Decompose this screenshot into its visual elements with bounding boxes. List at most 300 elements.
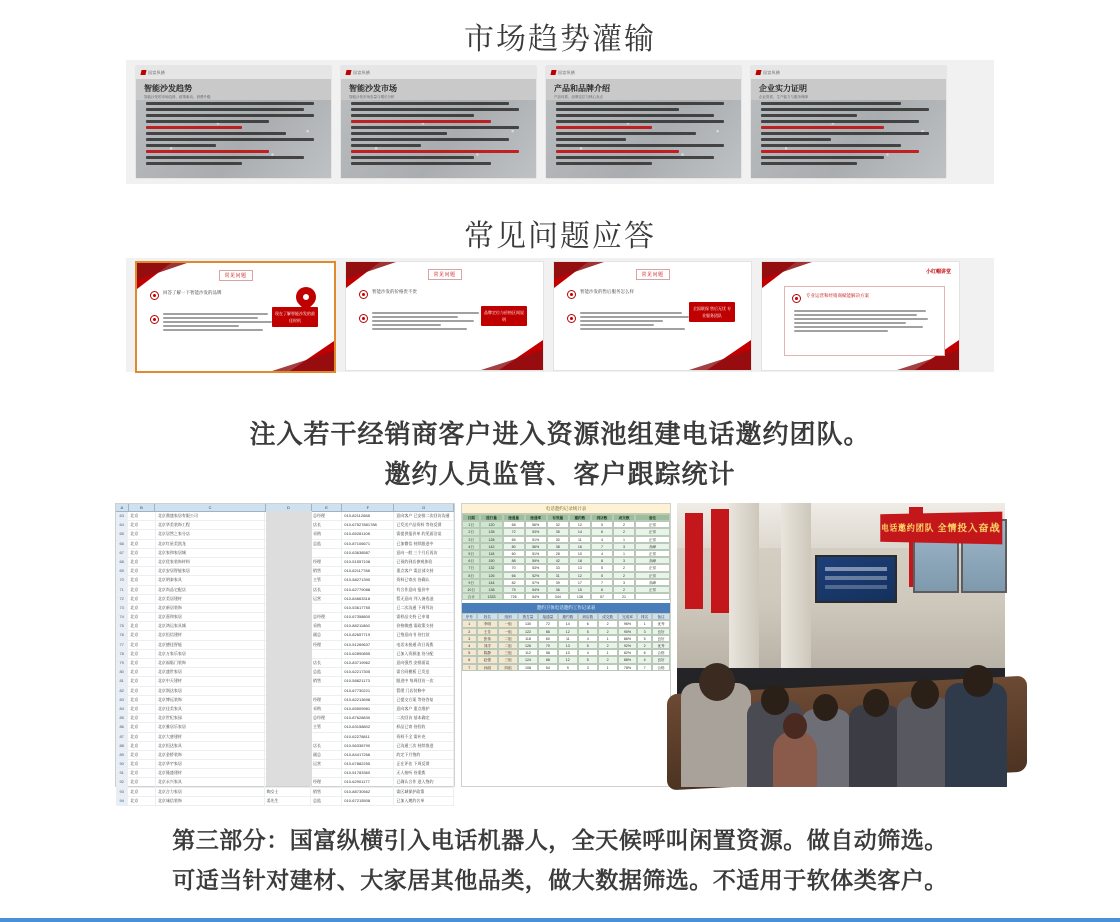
table-cell: 已签意向书 待打款 [394,631,454,639]
table-cell: 010-84663318 [342,595,394,603]
table-cell: 已加入资源池 待分配 [394,650,454,658]
table-cell: 4 [578,649,598,656]
table-cell: 92 [116,778,128,786]
table-cell: 北京 [128,549,156,557]
table-cell: 采购 [311,622,342,630]
faq-question: 智能沙发的售后服务怎么样 [580,289,634,294]
table-cell: 16 [569,543,591,550]
table-cell: 已二次沟通 下周拜访 [394,604,454,612]
table-row [462,664,670,671]
table-cell: 132 [480,564,502,571]
table-cell: 北京世纪家园 [156,714,265,722]
table-cell: 85 [116,714,128,722]
bullet-icon [150,291,159,300]
table-header-row [462,613,670,620]
table-cell: 2 [598,656,618,663]
table-cell: 60 [538,635,558,642]
table-cell: 一组 [498,620,518,627]
table-cell: 北京鼎盛家居有限公司 [156,512,265,520]
table-cell: 到店数 [591,514,613,521]
table-cell: 39 [547,579,569,586]
table-cell: 北京鸿运家具城 [156,622,265,630]
table-cell: 正常 [635,521,670,528]
table-cell: 92% [618,642,638,649]
table-cell: 经理 [311,778,342,786]
table-cell: 13 [569,564,591,571]
table-cell: 010-62901177 [342,778,394,786]
table-cell: 经理 [311,558,342,566]
table-cell: 010-56338790 [342,742,394,750]
table-cell: 接通量 [538,613,558,620]
decor-corner-icon [554,262,604,279]
table-cell: 13 [558,642,578,649]
table-cell: 7 [591,579,613,586]
slide-body-lines [146,102,321,168]
table-cell: 010-62278811 [342,733,394,741]
table-cell: 150 [480,557,502,564]
photo-attendee-head [761,685,789,715]
photo-attendee [897,697,951,787]
faq-answer-lines [372,312,491,332]
table-cell: 010-62779088 [342,586,394,594]
table-cell: 3 [637,628,652,635]
faq-slide-thumbnail[interactable] [345,261,544,371]
table-cell: 010-88211860 [342,622,394,630]
bullet-icon [359,314,368,323]
slide-thumbnail[interactable] [751,66,946,178]
table-cell: 12 [569,572,591,579]
brand-logo-icon [550,70,556,75]
slide-body-lines [761,102,936,168]
table-cell: 北京诚信装饰 [156,797,265,805]
table-cell: 1 [598,649,618,656]
table-cell: 88 [116,742,128,750]
table-cell: 1 [613,536,635,543]
table-cell: 需样品支持 已申请 [394,613,454,621]
table-cell [311,687,342,695]
faq-answer-lines [794,310,937,334]
table-cell: 北京 [128,742,156,750]
table-row [462,579,670,586]
table-cell: 12 [558,628,578,635]
table-cell: 高峰 [635,543,670,550]
table-cell: 邀约数 [569,514,591,521]
bottom-line-1: 第三部分：国富纵横引入电话机器人，全天候呼叫闲置资源。做自动筛选。 [172,827,948,853]
table-cell: 010-65509981 [342,705,394,713]
table-cell: 拨打量 [518,613,538,620]
table-cell: 32 [547,521,569,528]
table-cell: 二次回访 基本确定 [394,714,454,722]
table-cell: 54% [525,586,547,593]
table-cell: 北京福临门装饰 [156,659,265,667]
table-cell: 74 [116,613,128,621]
table-cell: 已发送产品资料 等待反馈 [394,521,454,529]
table-cell: 58 [538,649,558,656]
table-cell: 120 [480,521,502,528]
table-cell: 5 [578,656,598,663]
decor-corner-icon [272,351,334,371]
table-cell: 010-62217305 [342,668,394,676]
table-cell: 正常 [635,528,670,535]
faq-slide-title: 常见问题 [635,269,669,280]
table-cell: 合格 [652,664,670,671]
table-cell: 108 [518,664,538,671]
brand-name: 国富纵横 [148,69,166,75]
photo-banner-text: 电话邀约团队 全情投入奋战 [880,512,1002,545]
excel-col-header: F [342,504,394,511]
table-cell: 53% [525,528,547,535]
table-cell: 三组 [498,649,518,656]
table-cell: 010-67730221 [342,687,394,695]
table-cell: 42 [547,557,569,564]
table-cell: 12 [558,656,578,663]
table-cell: 010-82657719 [342,631,394,639]
table-cell: 3 [613,543,635,550]
section-heading-faq: 常见问题应答 [464,220,656,253]
table-cell: 10 [569,550,591,557]
table-cell: 73 [116,604,128,612]
table-cell: 北京 [128,576,156,584]
table-cell: 北京恒达家具 [156,742,265,750]
excel-hidden-column-block [266,511,312,786]
table-header-row [462,514,670,521]
table-cell: 资料不全 需补充 [394,733,454,741]
table-cell: 北京 [128,558,156,566]
table-cell: 北京 [128,650,156,658]
table-cell: 126 [480,572,502,579]
table-cell: 暂缓 门店装修中 [394,687,454,695]
table-cell: 33 [547,564,569,571]
table-cell: 112 [518,649,538,656]
table-cell: 优秀 [652,642,670,649]
table-cell: 日期 [462,514,480,521]
table-cell: 130 [518,620,538,627]
table-cell: 1 [613,550,635,557]
table-cell: 重点客户 需总部支持 [394,567,454,575]
table-cell: 跟进中 每周回访一次 [394,677,454,685]
table-cell: 70 [116,576,128,584]
table-cell: 4 [578,635,598,642]
table-cell: 91 [116,769,128,777]
table-cell: 38 [547,543,569,550]
bullet-icon [567,314,576,323]
table-cell: 已加入邀约名单 [394,797,454,805]
table-cell: 北京 [128,778,156,786]
faq-slide-title: 常见问题 [427,269,461,280]
table-cell: 正常 [635,572,670,579]
slide-strip-faq [126,258,994,372]
table-cell [635,593,670,600]
table-cell: 010-84417266 [342,751,394,759]
table-cell: 北京合力家居 [156,788,265,796]
excel-col-header: D [266,504,312,511]
table-cell: 1 [637,620,652,627]
table-cell: 价格敏感 需政策支持 [394,622,454,630]
slide-header-bar [136,66,331,79]
table-cell: 需合同模板 已发送 [394,668,454,676]
table-cell: 到店数 [578,613,598,620]
table-cell: 68 [503,521,525,528]
table-cell: 销售 [311,677,342,685]
table-cell: 资料已寄出 待确认 [394,576,454,584]
table-cell: 2 [613,572,635,579]
table-cell: 6 [578,620,598,627]
table-cell: 57% [525,579,547,586]
table-row [462,649,670,656]
table-cell: 北京美居建材 [156,595,265,603]
table-cell: 北京万家乐家居 [156,650,265,658]
slide-subtitle: 智能沙发的市场趋势、政策驱动、消费升级 [144,95,211,99]
table-cell: 75 [503,586,525,593]
table-cell: 已提交方案 等待答复 [394,696,454,704]
table-cell: 北京 [128,641,156,649]
table-cell: 北京 [128,604,156,612]
table-cell: 北京 [128,677,156,685]
table-cell: 2 [637,642,652,649]
table-cell: 5 [591,564,613,571]
table-cell: 需提供报价单 约见面洽谈 [394,530,454,538]
table-cell: 66 [116,540,128,548]
table-row [462,628,670,635]
table-row [462,635,670,642]
table-cell: 成交数 [598,613,618,620]
table-cell: 北京 [128,696,156,704]
table-cell: 总经理 [311,714,342,722]
table-cell: 010-58821173 [342,677,394,685]
slide-thumbnail[interactable] [136,66,331,178]
table-cell: 68 [538,656,558,663]
headline-block [0,414,1120,494]
faq-slide-thumbnail[interactable] [761,261,960,371]
table-cell: 1 [462,620,477,627]
table-cell: 二组 [498,635,518,642]
table-cell: 店长 [311,742,342,750]
table-cell: 北京嘉和家居 [156,613,265,621]
table-cell: 36 [547,586,569,593]
brand-name: 国富纵横 [558,69,576,75]
table-cell: 经理 [311,696,342,704]
table-cell: 82 [116,687,128,695]
table-cell: 北京 [128,788,156,796]
table-cell: 北京 [128,797,156,805]
table-cell: 已预约到店参观体验 [394,558,454,566]
decor-corner-icon [762,262,812,279]
table-cell: 010-51783360 [342,769,394,777]
table-cell: 北京德佳智能 [156,641,265,649]
table-cell: 6 [462,656,477,663]
table-cell: 12 [569,521,591,528]
photo-attendee-head [911,679,939,709]
slide-subtitle: 企业资质、生产能力与服务保障 [759,95,808,99]
table-cell: 正常 [635,586,670,593]
slide-subtitle: 智能沙发市场容量与增长分析 [349,95,395,99]
table-cell: 运营 [311,760,342,768]
slide-title: 产品和品牌介绍 [554,84,610,93]
table-cell: 5 [637,635,652,642]
table-cell: 010-63638587 [342,549,394,557]
faq-slide-thumbnail[interactable] [135,261,336,373]
call-stats-screenshot [461,503,671,787]
bullet-icon [359,290,368,299]
slide-subtitle: 产品体系、品牌定位与核心卖点 [554,95,603,99]
table-cell: 销售 [311,788,342,796]
bullet-icon [792,294,801,303]
table-cell: 备注 [635,514,670,521]
table-cell: 144 [480,579,502,586]
faq-highlight-badge: 现在了解智能沙发的最佳时机 [272,307,318,327]
slide-thumbnail[interactable] [546,66,741,178]
table-cell: 135 [480,528,502,535]
table-cell: 有效量 [547,514,569,521]
photo-attendee-head [813,694,838,721]
table-cell [311,769,342,777]
table-cell: 30 [547,536,569,543]
table-cell: 北京 [128,530,156,538]
table-cell: 84 [116,705,128,713]
table-cell: 87 [116,733,128,741]
table-cell: 82 [503,579,525,586]
table-cell: 北京尚品宅配店 [156,586,265,594]
table-cell: 北京雅居乐家居 [156,723,265,731]
table-cell: 138 [480,586,502,593]
table-cell: 010-67527881788 [342,521,394,529]
table-cell: 66 [503,572,525,579]
table-cell: 排名 [637,613,652,620]
brand-name: 国富纵横 [763,69,781,75]
table-cell: 1 [598,664,618,671]
table-cell: 128 [480,536,502,543]
table-cell: 北京 [128,540,156,548]
table-cell: 意向一般 三个月后再访 [394,549,454,557]
table-cell: 约定下月签约 [394,751,454,759]
table-cell [311,549,342,557]
table-cell: 52% [525,572,547,579]
photo-red-banner-strip [711,509,729,613]
photo-attendee-head [863,689,889,717]
table-cell: 010-67882255 [342,760,394,768]
table-cell: 51% [525,536,547,543]
table-cell: 电话未接通 改日再拨 [394,641,454,649]
decor-corner-icon [137,263,187,280]
slide-title: 智能沙发市场 [349,84,397,93]
table-cell [311,733,342,741]
faq-answer-lines [163,313,282,333]
table-cell: 北京金桥装饰 [156,751,265,759]
table-cell: 79 [116,659,128,667]
table-cell: 陶女士 [265,788,311,796]
table-cell: 北京 [128,613,156,621]
faq-slide-thumbnail[interactable] [553,261,752,371]
table-cell: 010-67358800 [342,613,394,621]
table-cell: 已加微信 持续跟进中 [394,540,454,548]
table-cell: 北京 [128,567,156,575]
table-cell: 90 [116,760,128,768]
table-cell: 店长 [311,659,342,667]
table-cell: 北京博远装饰 [156,696,265,704]
table-cell: 94 [116,797,128,805]
decor-corner-icon [689,350,751,370]
table-cell: 80 [116,668,128,676]
decor-corner-icon [481,350,543,370]
table-cell: 5 [591,521,613,528]
table-cell: 54 [538,664,558,671]
table-cell: 77 [116,641,128,649]
table-cell: 010-63158802 [342,723,394,731]
table-row [462,528,670,535]
table-cell: 正在评估 下周反馈 [394,760,454,768]
table-cell: 良好 [652,635,670,642]
table-cell: 完成率 [618,613,638,620]
bottom-rule [0,918,1120,922]
photo-attendee [849,705,901,787]
table-cell: 北京 [128,512,156,520]
table-cell: 010-51557108 [342,558,394,566]
table-cell: 北京安居智能家居 [156,567,265,575]
table-cell: 2 [613,586,635,593]
table-cell: 店长 [311,586,342,594]
table-cell: 北京恒信建材 [156,631,265,639]
table-row [462,521,670,528]
table-cell: 北京 [128,769,156,777]
table-cell: 北京 [128,760,156,768]
table-cell: 56% [525,521,547,528]
table-cell: 北京 [128,687,156,695]
table-cell: 二组 [498,642,518,649]
table-cell: 李明 [477,620,499,627]
table-cell: 3 [578,664,598,671]
table-cell: 意向客户 重点维护 [394,705,454,713]
table-cell: 17 [569,579,591,586]
table-cell: 70 [538,642,558,649]
table-cell: 010-82213698 [342,696,394,704]
table-cell: 主管 [311,723,342,731]
slide-thumbnail[interactable] [341,66,536,178]
faq-question: 专业运营和经销商赋能解决方案 [806,293,869,298]
table-cell: 21 [613,593,635,600]
stats-table-2-title: 邀约卫体电话邀约工作记录表 [462,603,670,613]
headline-line-1: 注入若干经销商客户进入资源池组建电话邀约团队。 [249,419,871,449]
bullet-icon [567,290,576,299]
table-cell: 四组 [498,664,518,671]
table-cell: 54% [525,593,547,600]
table-row [462,620,670,627]
table-cell: 张伟 [477,635,499,642]
table-cell: 刘洋 [477,642,499,649]
table-cell: 010-88730562 [342,788,394,796]
table-cell: 采购 [311,530,342,538]
table-cell: 57 [591,593,613,600]
table-cell: 10日 [462,586,480,593]
table-cell: 15 [569,586,591,593]
table-cell: 726 [503,593,525,600]
faq-question: 回答了解一下智能沙发的品牌 [163,290,222,295]
table-cell: 35 [547,528,569,535]
table-cell: 2 [598,642,618,649]
table-cell: 5 [578,628,598,635]
table-cell: 2 [462,628,477,635]
table-cell: 5 [578,642,598,649]
table-cell: 14 [558,620,578,627]
table-cell: 31 [547,572,569,579]
table-cell: 北京华宇家居 [156,760,265,768]
table-cell: 北京中天建材 [156,677,265,685]
table-cell: 6日 [462,557,480,564]
table-cell: 5 [591,572,613,579]
table-cell: 北京 [128,723,156,731]
table-cell: 96% [618,620,638,627]
table-cell: 意向客户 已安排二次回访沟通 [394,512,454,520]
table-cell: 18 [569,557,591,564]
